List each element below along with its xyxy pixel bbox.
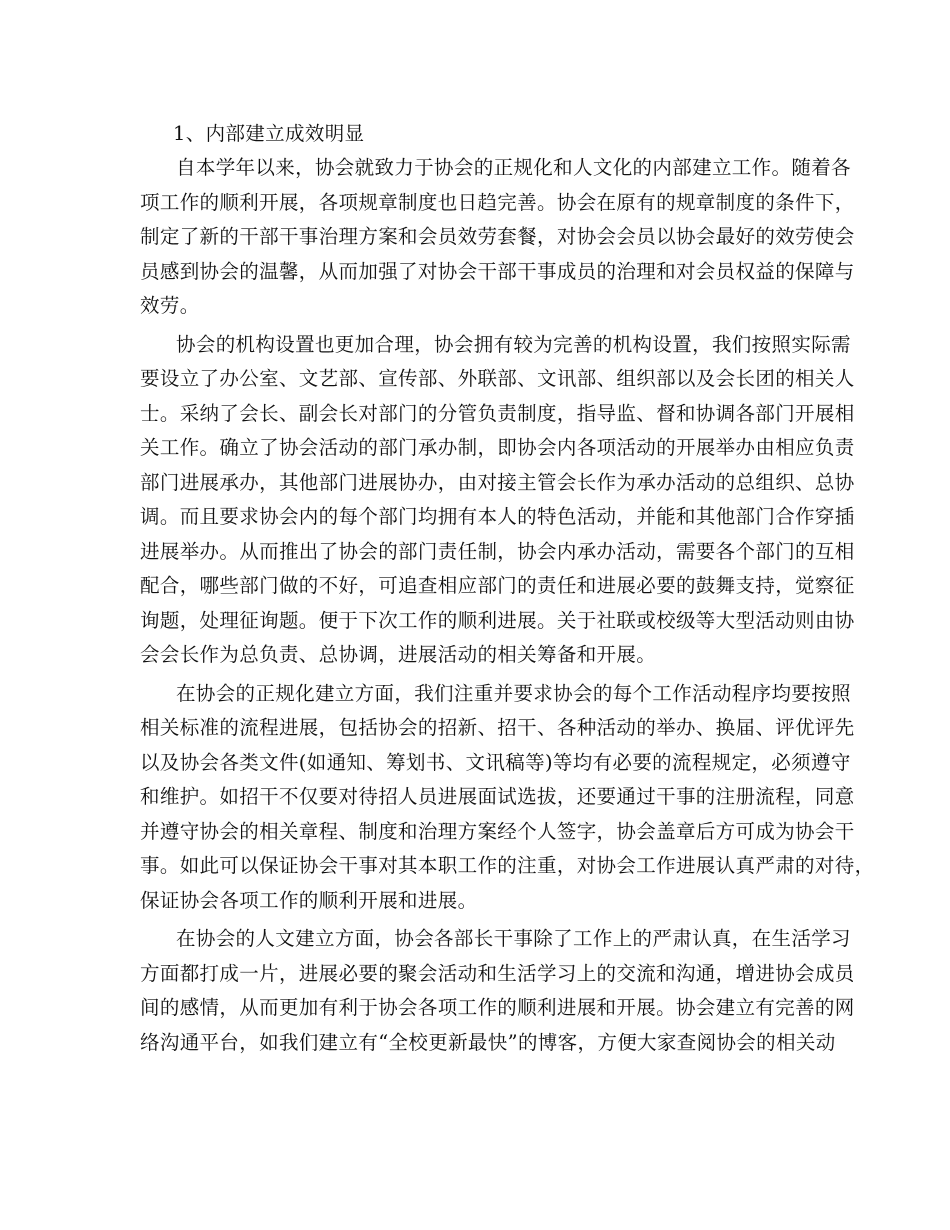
section-heading: 1、内部建立成效明显 <box>173 122 365 145</box>
text-line: 调。而且要求协会内的每个部门均拥有本人的特色活动，并能和其他部门合作穿插 <box>140 505 855 528</box>
paragraph-2 <box>140 328 855 673</box>
document-page <box>140 117 875 1064</box>
text-line: 进展举办。从而推出了协会的部门责任制，协会内承办活动，需要各个部门的互相 <box>140 539 855 563</box>
text-line: 方面都打成一片，进展必要的聚会活动和生活学习上的交流和沟通，增进协会成员 <box>140 961 855 985</box>
text-line: 自本学年以来，协会就致力于协会的正规化和人文化的内部建立工作。随着各 <box>176 156 851 179</box>
text-line: 制定了新的干部干事治理方案和会员效劳套餐，对协会会员以协会最好的效劳使会 <box>140 225 855 248</box>
text-line: 协会的机构设置也更加合理，协会拥有较为完善的机构设置，我们按照实际需 <box>176 332 851 356</box>
text-line: 保证协会各项工作的顺利开展和进展。 <box>140 888 478 912</box>
text-line: 要设立了办公室、文艺部、宣传部、外联部、文讯部、组织部以及会长团的相关人 <box>140 367 855 390</box>
text-line: 项工作的顺利开展，各项规章制度也日趋完善。协会在原有的规章制度的条件下， <box>140 190 855 214</box>
text-line: 配合，哪些部门做的不好，可追查相应部门的责任和进展必要的鼓舞支持，觉察征 <box>140 574 855 597</box>
text-line: 关工作。确立了协会活动的部门承办制，即协会内各项活动的开展举办由相应负责 <box>140 436 855 459</box>
text-line: 相关标准的流程进展，包括协会的招新、招干、各种活动的举办、换届、评优评先 <box>140 716 855 739</box>
text-line: 事。如此可以保证协会干事对其本职工作的注重，对协会工作进展认真严肃的对待， <box>140 854 875 877</box>
text-line: 并遵守协会的相关章程、制度和治理方案经个人签字，协会盖章后方可成为协会干 <box>140 819 855 843</box>
text-line: 络沟通平台，如我们建立有“全校更新最快”的博客，方便大家查阅协会的相关动 <box>140 1030 836 1054</box>
text-line: 会会长作为总负责、总协调，进展活动的相关筹备和开展。 <box>140 643 657 666</box>
text-line: 在协会的人文建立方面，协会各部长干事除了工作上的严肃认真，在生活学习 <box>176 927 851 950</box>
paragraph-1 <box>140 151 855 324</box>
text-line: 在协会的正规化建立方面，我们注重并要求协会的每个工作活动程序均要按照 <box>176 681 851 705</box>
text-line: 和维护。如招干不仅要对待招人员进展面试选拔，还要通过干事的注册流程，同意 <box>140 785 855 808</box>
text-line: 部门进展承办，其他部门进展协办，由对接主管会长作为承办活动的总组织、总协 <box>140 470 855 494</box>
text-line: 间的感情，从而更加有利于协会各项工作的顺利进展和开展。协会建立有完善的网 <box>140 996 855 1019</box>
text-line: 效劳。 <box>140 294 200 317</box>
text-line: 士。采纳了会长、副会长对部门的分管负责制度，指导监、督和协调各部门开展相 <box>140 401 855 425</box>
text-line: 以及协会各类文件(如通知、筹划书、文讯稿等)等均有必要的流程规定，必须遵守 <box>140 750 851 774</box>
text-line: 询题，处理征询题。便于下次工作的顺利进展。关于社联或校级等大型活动则由协 <box>140 608 855 632</box>
text-line: 员感到协会的温馨，从而加强了对协会干部干事成员的治理和对会员权益的保障与 <box>140 259 855 283</box>
paragraph-3 <box>140 677 875 919</box>
paragraph-4 <box>140 922 855 1060</box>
